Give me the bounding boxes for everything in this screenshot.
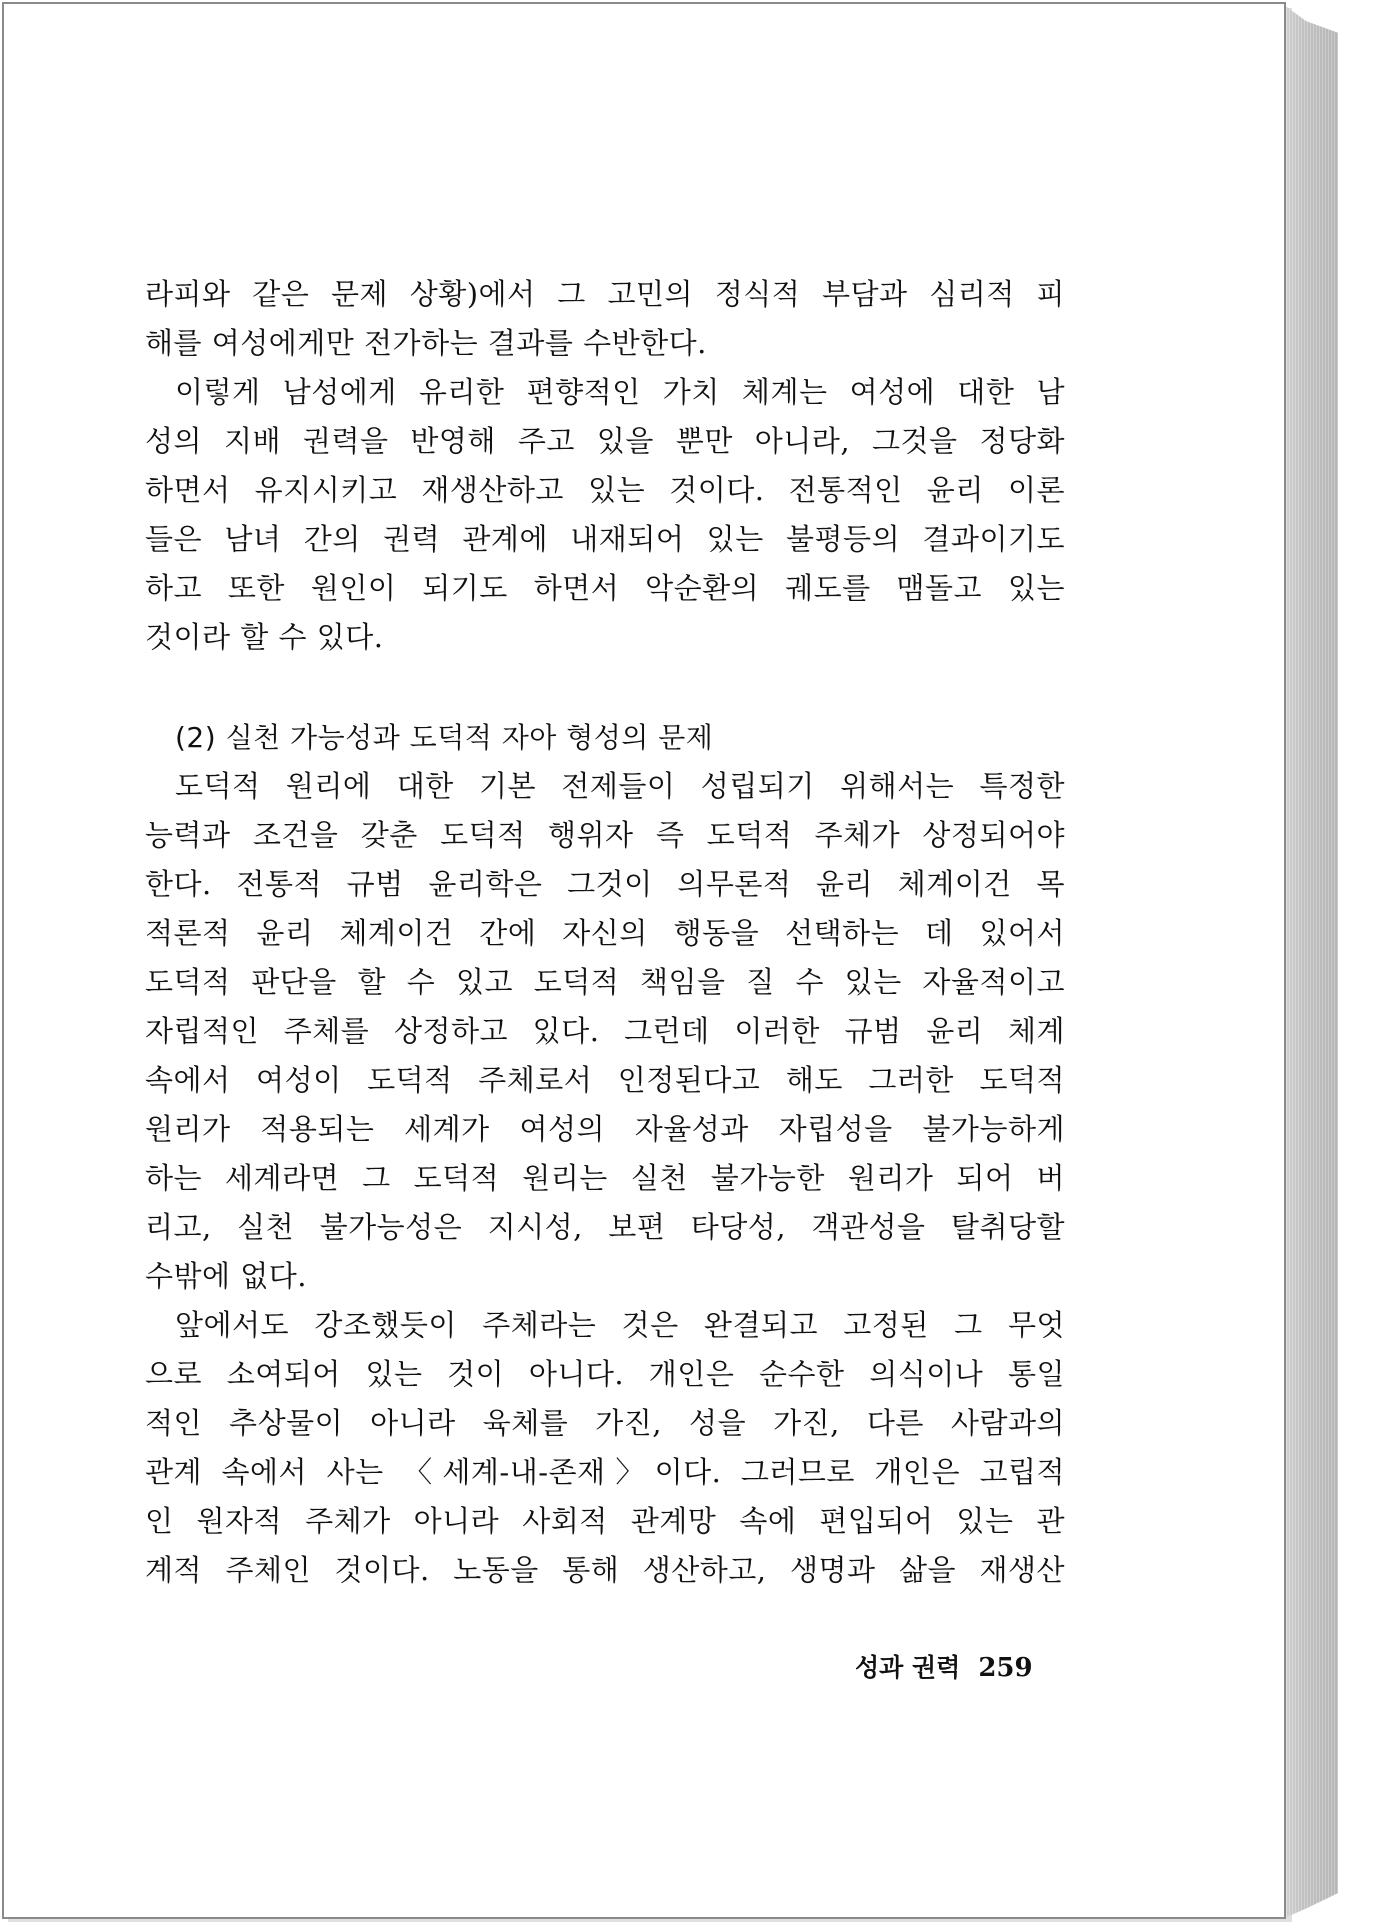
paragraph-2 [145, 368, 1065, 662]
text-line: 인 원자적 주체가 아니라 사회적 관계망 속에 편입되어 있는 관 [145, 1504, 1065, 1538]
text-line: 도덕적 원리에 대한 기본 전제들이 성립되기 위해서는 특정한 [175, 769, 1065, 803]
text-line: 리고, 실천 불가능성은 지시성, 보편 타당성, 객관성을 탈취당할 [145, 1210, 1065, 1244]
paragraph-4 [145, 1301, 1065, 1595]
text-line: 능력과 조건을 갖춘 도덕적 행위자 즉 도덕적 주체가 상정되어야 [145, 818, 1065, 852]
running-title: 성과 권력 [855, 1653, 961, 1682]
text-line: 해를 여성에게만 전가하는 결과를 수반한다. [145, 326, 707, 360]
text-line: 도덕적 판단을 할 수 있고 도덕적 책임을 질 수 있는 자율적이고 [145, 965, 1065, 999]
text-line: 계적 주체인 것이다. 노동을 통해 생산하고, 생명과 삶을 재생산 [145, 1553, 1065, 1587]
text-line: 으로 소여되어 있는 것이 아니다. 개인은 순수한 의식이나 통일 [145, 1357, 1065, 1391]
text-line: 것이라 할 수 있다. [145, 620, 384, 654]
text-line: 적인 추상물이 아니라 육체를 가진, 성을 가진, 다른 사람과의 [145, 1406, 1065, 1440]
text-line: 이렇게 남성에게 유리한 편향적인 가치 체계는 여성에 대한 남 [175, 375, 1065, 409]
book-page-edges [1280, 2, 1338, 1920]
text-line: 속에서 여성이 도덕적 주체로서 인정된다고 해도 그러한 도덕적 [145, 1063, 1065, 1097]
paragraph-3 [145, 762, 1065, 1301]
section-gap [145, 662, 1065, 713]
page-footer [855, 1648, 1033, 1684]
paragraph-1 [145, 270, 1065, 368]
section-heading: (2) 실천 가능성과 도덕적 자아 형성의 문제 [175, 721, 714, 754]
text-line: 하면서 유지시키고 재생산하고 있는 것이다. 전통적인 윤리 이론 [145, 473, 1065, 507]
text-line: 라피와 같은 문제 상황)에서 그 고민의 정식적 부담과 심리적 피 [145, 277, 1065, 311]
text-line: 하는 세계라면 그 도덕적 원리는 실천 불가능한 원리가 되어 버 [145, 1161, 1065, 1195]
text-line: 한다. 전통적 규범 윤리학은 그것이 의무론적 윤리 체계이건 목 [145, 867, 1065, 901]
text-line: 관계 속에서 사는 〈세계-내-존재〉이다. 그러므로 개인은 고립적 [145, 1455, 1065, 1489]
text-line: 하고 또한 원인이 되기도 하면서 악순환의 궤도를 맴돌고 있는 [145, 571, 1065, 605]
text-line: 적론적 윤리 체계이건 간에 자신의 행동을 선택하는 데 있어서 [145, 916, 1065, 950]
body-text [145, 270, 1065, 1595]
text-line: 원리가 적용되는 세계가 여성의 자율성과 자립성을 불가능하게 [145, 1112, 1065, 1146]
text-line: 성의 지배 권력을 반영해 주고 있을 뿐만 아니라, 그것을 정당화 [145, 424, 1065, 458]
text-line: 앞에서도 강조했듯이 주체라는 것은 완결되고 고정된 그 무엇 [175, 1308, 1065, 1342]
text-line: 들은 남녀 간의 권력 관계에 내재되어 있는 불평등의 결과이기도 [145, 522, 1065, 556]
text-line: 수밖에 없다. [145, 1259, 308, 1293]
page-number: 259 [978, 1653, 1033, 1683]
text-line: 자립적인 주체를 상정하고 있다. 그런데 이러한 규범 윤리 체계 [145, 1014, 1065, 1048]
